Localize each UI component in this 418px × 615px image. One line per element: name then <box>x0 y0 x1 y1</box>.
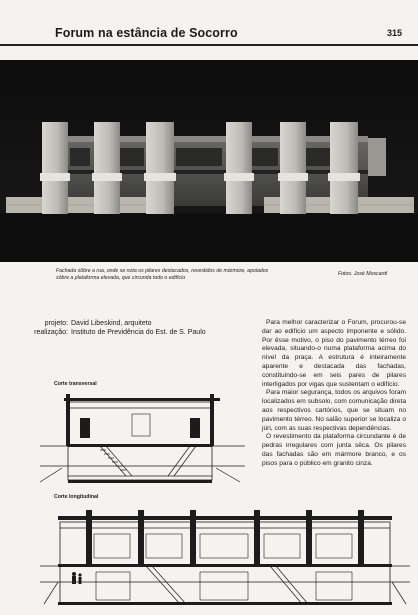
body-paragraph-3: O revestimento da plataforma circundante é de pedras irregulares com junta sêca. Os pilares das fachadas são em mármore branco, e os pisos para o público em granito cinza. <box>262 433 406 467</box>
realization-credit <box>0 328 270 337</box>
long-section-label: Corte longitudinal <box>54 494 99 500</box>
long-section-drawing <box>40 500 410 610</box>
realization-value: Instituto de Previdência do Est. de S. Paulo <box>71 329 206 336</box>
cross-section-label: Corte transversal <box>54 381 97 387</box>
body-text <box>262 319 406 469</box>
project-label: projeto: <box>44 320 68 327</box>
facade-photo <box>0 60 418 262</box>
photo-credit: Fotos. José Moscardi <box>338 271 388 277</box>
project-value: David Libeskind, arquiteto <box>71 320 152 327</box>
body-paragraph-1: Para melhor caracterizar o Forum, procurou-se dar ao edifício um aspecto imponente e sólido. Por êsse motivo, o piso do pavimento térreo foi elevada, situando-o numa plataforma acima do nível da praça. A estrutura é inteiramente aparente e destacada das fachadas, constituindo-se em seis pares de pilares interligados por vigas que sustentam o edifício. <box>262 319 406 388</box>
project-credit <box>0 319 270 328</box>
realization-label: realização: <box>34 329 68 336</box>
title-rule <box>0 44 418 46</box>
body-paragraph-2: Para maior segurança, todos os arquivos foram localizados em subsolo, com comunicação direta aos respectivos cartórios, que se situam no pavimento térreo. No salão superior se localiza o júri, com as suas respectivas dependências. <box>262 389 406 432</box>
page-title: Forum na estância de Socorro <box>55 26 238 40</box>
photo-caption: Fachada sôbre a rua, onde se nota os pilares destacados, revestidos de mármore, apoiados sôbre a plataforma elevada, que circunda todo o edifício <box>56 268 269 281</box>
cross-section-drawing <box>40 388 245 490</box>
page-number: 315 <box>386 28 402 38</box>
